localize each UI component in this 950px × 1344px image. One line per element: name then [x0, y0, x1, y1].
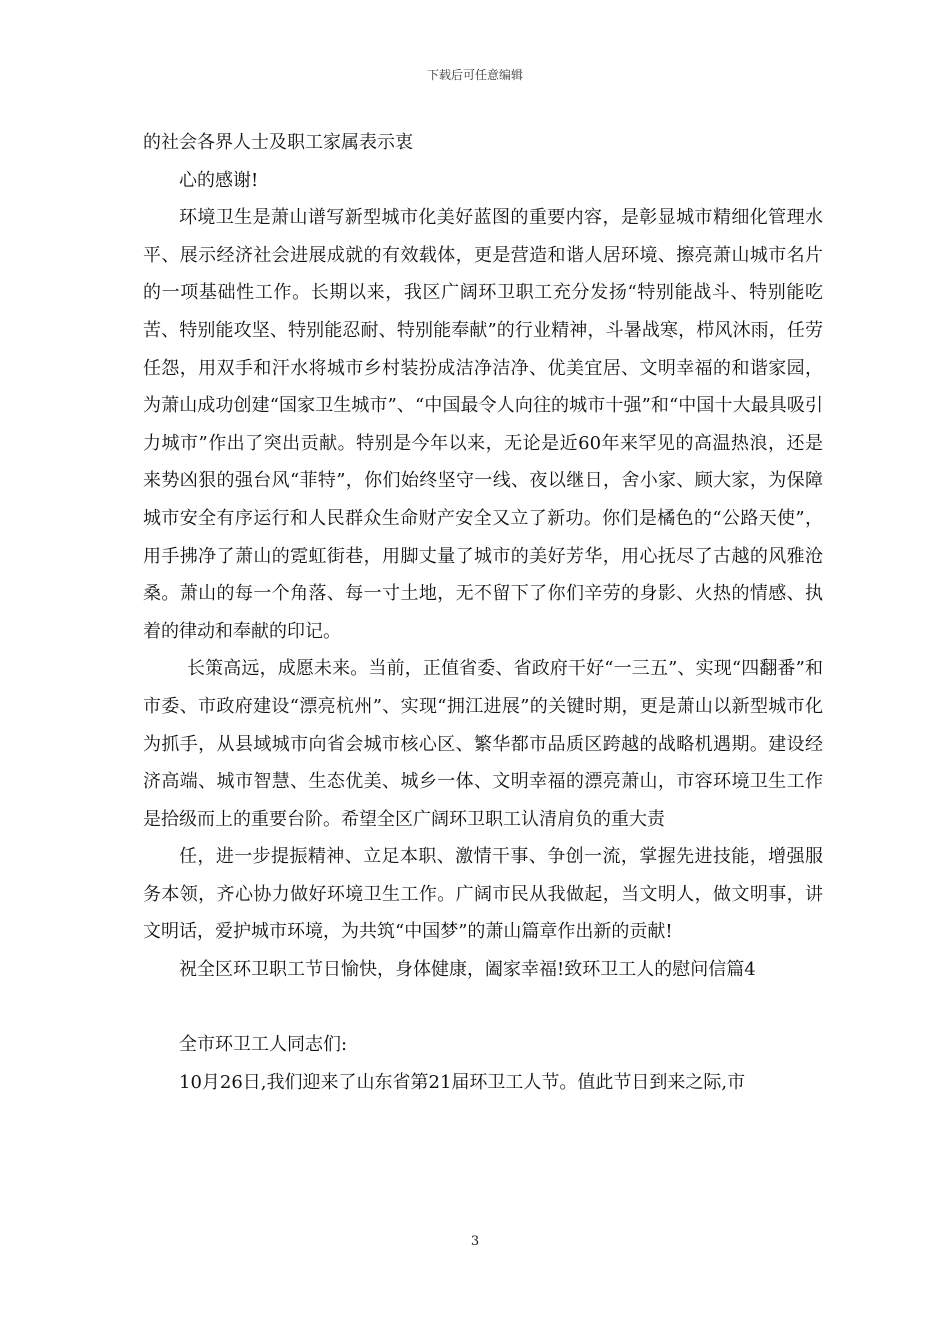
spacer — [143, 989, 823, 1027]
paragraph-opening: 10月26日,我们迎来了山东省第21届环卫工人节。值此节日到来之际,市 — [179, 1071, 746, 1093]
paragraph-outlook: 长策高远，成愿未来。当前，正值省委、省政府干好“一三五”、实现“四翻番”和市委、市政府建设“漂亮杭州”、实现“拥江进展”的关键时期，更是萧山以新型城市化为抓手，从县域城市向省会城市核心区、繁华都市品质区跨越的战略机遇期。建设经济高端、城市智慧、生态优美、城乡一体、文明幸福的漂亮萧山，市容环境卫生工作是拾级而上的重要台阶。希望全区广阔环卫职工认清肩负的重大责 — [143, 658, 823, 830]
paragraph-responsibility: 任，进一步提振精神、立足本职、激情干事、争创一流，掌握先进技能，增强服务本领，齐心协力做好环境卫生工作。广阔市民从我做起，当文明人，做文明事，讲文明话，爱护城市环境，为共筑“中国梦”的萧山篇章作出新的贡献! — [143, 846, 823, 943]
page-number: 3 — [470, 1234, 480, 1249]
page-header: 下载后可任意编辑 — [426, 68, 523, 82]
paragraph-greeting: 祝全区环卫职工节日愉快，身体健康，阖家幸福!致环卫工人的慰问信篇4 — [179, 959, 756, 981]
paragraph-thanks: 心的感谢! — [179, 169, 259, 191]
paragraph-continuation: 的社会各界人士及职工家属表示衷 — [143, 132, 413, 153]
paragraph-salutation: 全市环卫工人同志们: — [179, 1034, 348, 1056]
paragraph-environment: 环境卫生是萧山谱写新型城市化美好蓝图的重要内容，是彰显城市精细化管理水平、展示经济社会进展成就的有效载体，更是营造和谐人居环境、擦亮萧山城市名片的一项基础性工作。长期以来，我区广阔环卫职工充分发扬“特别能战斗、特别能吃苦、特别能攻坚、特别能忍耐、特别能奉献”的行业精神，斗暑战寒，栉风沐雨，任劳任怨，用双手和汗水将城市乡村装扮成洁净洁净、优美宜居、文明幸福的和谐家园，为萧山成功创建“国家卫生城市”、“中国最令人向往的城市十强”和“中国十大最具吸引力城市”作出了突出贡献。特别是今年以来，无论是近60年来罕见的高温热浪，还是来势凶狠的强台风“菲特”，你们始终坚守一线、夜以继日，舍小家、顾大家，为保障城市安全有序运行和人民群众生命财产安全又立了新功。你们是橘色的“公路天使”，用手拂净了萧山的霓虹街巷，用脚丈量了城市的美好芳华，用心抚尽了古越的风雅沧桑。萧山的每一个角落、每一寸土地，无不留下了你们辛劳的身影、火热的情感、执着的律动和奉献的印记。 — [143, 207, 823, 642]
document-body — [143, 124, 823, 1101]
